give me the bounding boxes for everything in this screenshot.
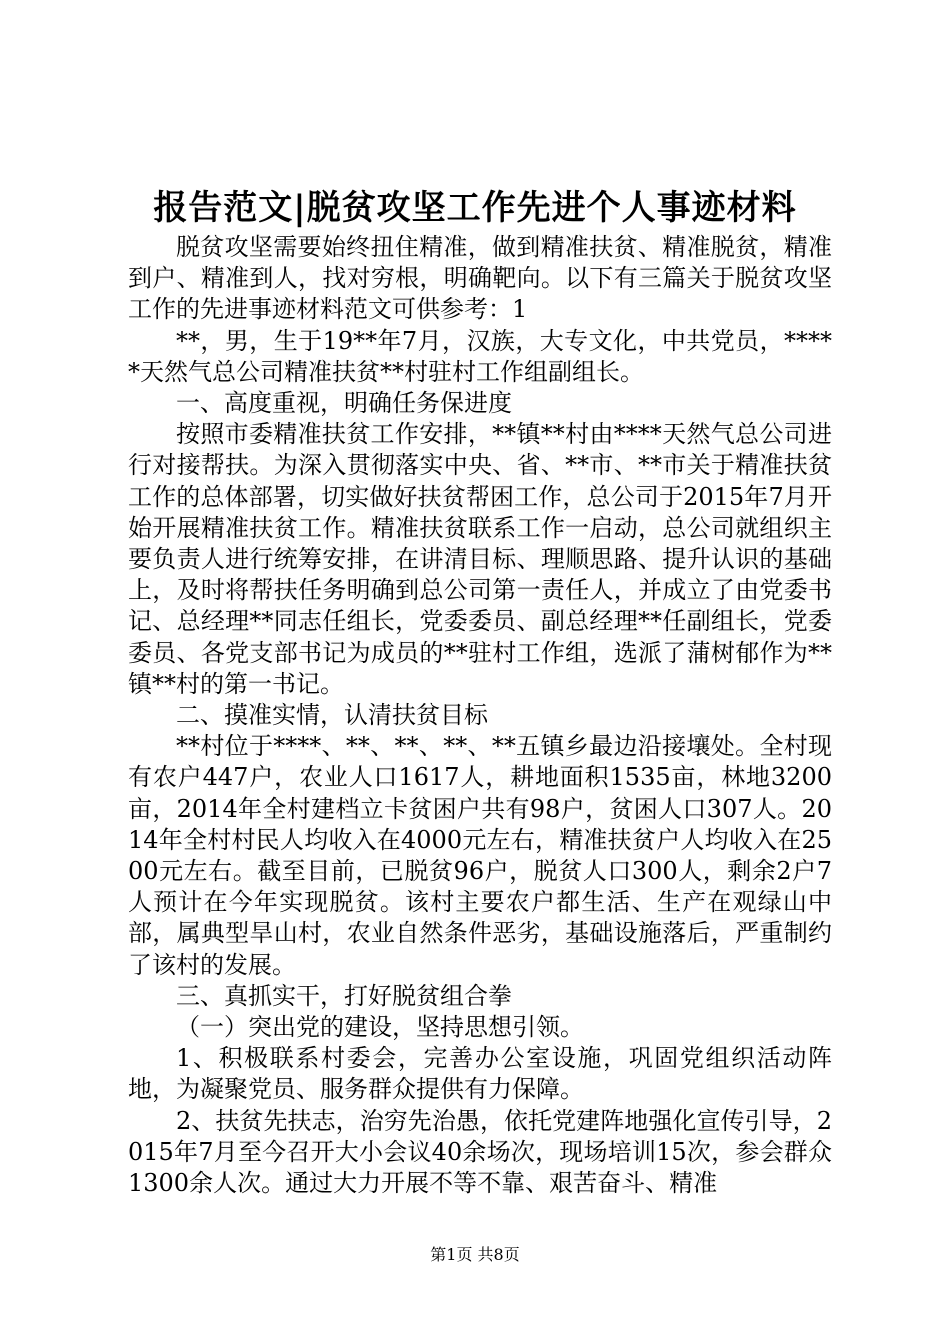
page-number: 第1页 xyxy=(430,1245,473,1264)
document-title: 报告范文|脱贫攻坚工作先进个人事迹材料 xyxy=(153,188,797,228)
section-heading-1: 一、高度重视，明确任务保进度 xyxy=(176,389,512,418)
paragraph-profile: **，男，生于19**年7月，汉族，大专文化，中共党员，*****天然气总公司精准扶贫**村驻村工作组副组长。 xyxy=(128,326,832,386)
paragraph-section-2: **村位于****、**、**、**、**五镇乡最边沿接壤处。全村现有农户447户，农业人口1617人，耕地面积1535亩，林地3200亩，2014年全村建档立卡贫困户共有98户，贫困人口307人。2014年全村村民人均收入在4000元左右，精准扶贫户人均收入在2500元左右。截至目前，已脱贫96户，脱贫人口300人，剩余2户7人预计在今年实现脱贫。该村主要农户都生活、生产在观绿山中部，属典型旱山村，农业自然条件恶劣，基础设施落后，严重制约了该村的发展。 xyxy=(128,732,832,979)
list-item-2: 2、扶贫先扶志，治穷先治愚，依托党建阵地强化宣传引导，2015年7月至今召开大小会议40余场次，现场培训15次，参会群众1300余人次。通过大力开展不等不靠、艰苦奋斗、精准 xyxy=(128,1106,832,1198)
paragraph-section-1: 按照市委精准扶贫工作安排，**镇**村由****天然气总公司进行对接帮扶。为深入贯彻落实中央、省、**市、**市关于精准扶贫工作的总体部署，切实做好扶贫帮困工作，总公司于2015年7月开始开展精准扶贫工作。精准扶贫联系工作一启动，总公司就组织主要负责人进行统筹安排，在讲清目标、理顺思路、提升认识的基础上，及时将帮扶任务明确到总公司第一责任人，并成立了由党委书记、总经理**同志任组长，党委委员、副总经理**任副组长，党委委员、各党支部书记为成员的**驻村工作组，选派了蒲树郁作为**镇**村的第一书记。 xyxy=(128,420,832,698)
paragraph-intro: 脱贫攻坚需要始终扭住精准，做到精准扶贫、精准脱贫，精准到户、精准到人，找对穷根，明确靶向。以下有三篇关于脱贫攻坚工作的先进事迹材料范文可供参考：1 xyxy=(128,233,832,324)
page-footer xyxy=(0,1244,950,1266)
section-heading-3: 三、真抓实干，打好脱贫组合拳 xyxy=(176,981,512,1010)
list-item-1: 1、积极联系村委会，完善办公室设施，巩固党组织活动阵地，为凝聚党员、服务群众提供有力保障。 xyxy=(128,1044,832,1104)
subsection-heading-1: （一）突出党的建设，坚持思想引领。 xyxy=(176,1013,584,1042)
document-body xyxy=(128,232,832,1199)
section-heading-2: 二、摸准实情，认清扶贫目标 xyxy=(176,701,488,730)
page-total: 共8页 xyxy=(477,1245,520,1264)
